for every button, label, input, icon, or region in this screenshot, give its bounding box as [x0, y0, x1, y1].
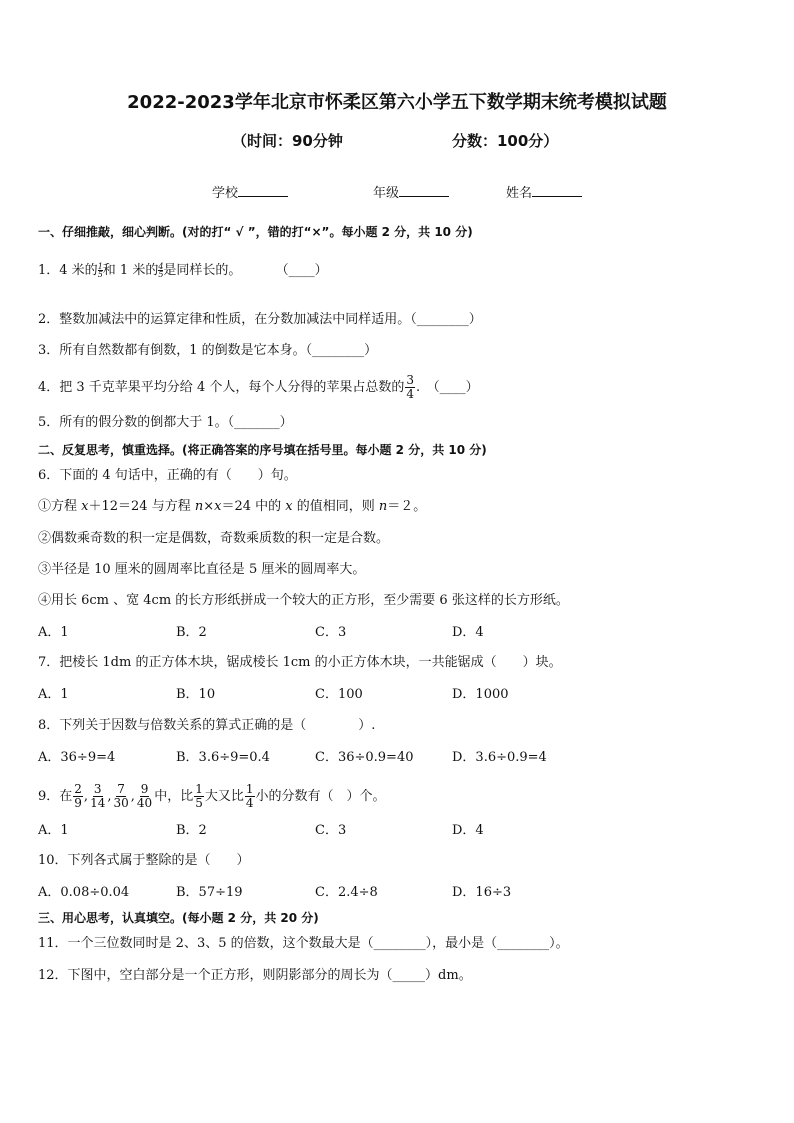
question-2: 2．整数加减法中的运算定律和性质，在分数加减法中同样适用。（________）	[38, 312, 482, 327]
question-1: 1．4 米的 $\frac{1}{5}$ 和 1 米的 $\frac{4}{5}$ 是同样长的。 （____）	[38, 262, 328, 279]
question-9: 9．在 $\frac{2}{9}$ , $\frac{3}{14}$ , $\frac{7}{30}$ , $\frac{9}{40}$ 中，比 $\frac{1}{5}$ 大又比 $\frac{1}{4}$ 小的分数有（ ）个。	[38, 782, 386, 810]
name-label: 姓名	[506, 186, 533, 201]
fraction-9-40: $\frac{9}{40}$	[136, 782, 153, 810]
q9-option-d[interactable]: D．4	[452, 823, 484, 838]
question-3: 3．所有自然数都有倒数，1 的倒数是它本身。（________）	[38, 343, 378, 358]
section-2-heading: 二、反复思考，慎重选择。(将正确答案的序号填在括号里。每小题 2 分，共 10 分)	[38, 443, 487, 457]
question-8: 8．下列关于因数与倍数关系的算式正确的是（ ）.	[38, 718, 376, 733]
q8-option-c[interactable]: C．36÷0.9=40	[315, 750, 414, 765]
fraction-1-4: $\frac{1}{4}$	[245, 782, 254, 810]
question-10: 10．下列各式属于整除的是（ ）	[38, 853, 250, 868]
school-field[interactable]	[212, 182, 288, 201]
question-4: 4．把 3 千克苹果平均分给 4 个人，每个人分得的苹果占总数的 $\frac{3}{4}$ . （____）	[38, 373, 479, 401]
question-6-statement-4: ④用长 6cm 、宽 4cm 的长方形纸拼成一个较大的正方形，至少需要 6 张这样的长方形纸。	[38, 593, 569, 608]
q10-option-b[interactable]: B．57÷19	[176, 885, 243, 900]
q7-option-a[interactable]: A．1	[38, 687, 69, 702]
q6-option-a[interactable]: A．1	[38, 625, 69, 640]
q7-option-b[interactable]: B．10	[176, 687, 216, 702]
section-1-heading: 一、仔细推敲，细心判断。(对的打“ √ ”，错的打“×”。每小题 2 分，共 10 分)	[38, 225, 473, 239]
q9-option-c[interactable]: C．3	[315, 823, 347, 838]
exam-title: 2022-2023学年北京市怀柔区第六小学五下数学期末统考模拟试题	[127, 92, 667, 113]
question-5: 5．所有的假分数的倒都大于 1。（_______）	[38, 415, 293, 430]
q10-option-d[interactable]: D．16÷3	[452, 885, 512, 900]
grade-label: 年级	[373, 186, 400, 201]
question-7: 7．把棱长 1dm 的正方体木块，锯成棱长 1cm 的小正方体木块，一共能锯成（ ）块。	[38, 655, 562, 670]
q8-option-b[interactable]: B．3.6÷9=0.4	[176, 750, 270, 765]
q6-option-d[interactable]: D．4	[452, 625, 484, 640]
question-6-statement-1: ①方程 x＋12＝24 与方程 n×x＝24 中的 x 的值相同，则 n＝２。	[38, 499, 427, 514]
grade-field[interactable]	[373, 182, 449, 201]
name-field[interactable]	[506, 182, 582, 201]
fraction-3-14: $\frac{3}{14}$	[90, 782, 106, 810]
question-12: 12．下图中，空白部分是一个正方形，则阴影部分的周长为（_____）dm。	[38, 968, 472, 983]
fraction-3-4: $\frac{3}{4}$	[406, 373, 414, 401]
question-6: 6．下面的 4 句话中，正确的有（ ）句。	[38, 468, 297, 483]
fraction-2-9: $\frac{2}{9}$	[74, 782, 82, 810]
q7-option-c[interactable]: C．100	[315, 687, 363, 702]
answer-blank[interactable]: （____）	[275, 263, 328, 278]
exam-time: （时间：90分钟	[232, 132, 343, 150]
q8-option-a[interactable]: A．36÷9=4	[38, 750, 116, 765]
fraction-4-5: $\frac{4}{5}$	[158, 262, 164, 279]
q6-option-c[interactable]: C．3	[315, 625, 347, 640]
q9-option-a[interactable]: A．1	[38, 823, 69, 838]
fraction-1-5: $\frac{1}{5}$	[97, 262, 103, 279]
q6-option-b[interactable]: B．2	[176, 625, 207, 640]
question-6-statement-2: ②偶数乘奇数的积一定是偶数，奇数乘质数的积一定是合数。	[38, 531, 390, 546]
section-3-heading: 三、用心思考，认真填空。(每小题 2 分，共 20 分)	[38, 911, 319, 925]
q10-option-c[interactable]: C．2.4÷8	[315, 885, 378, 900]
fraction-1-5: $\frac{1}{5}$	[195, 782, 203, 810]
question-11: 11．一个三位数同时是 2、3、5 的倍数，这个数最大是（________），最小是（________）。	[38, 936, 569, 951]
school-label: 学校	[212, 186, 239, 201]
fraction-7-30: $\frac{7}{30}$	[113, 782, 129, 810]
q10-option-a[interactable]: A．0.08÷0.04	[38, 885, 130, 900]
exam-score: 分数：100分）	[452, 132, 559, 150]
q9-option-b[interactable]: B．2	[176, 823, 207, 838]
q7-option-d[interactable]: D．1000	[452, 687, 509, 702]
q8-option-d[interactable]: D．3.6÷0.9=4	[452, 750, 547, 765]
question-6-statement-3: ③半径是 10 厘米的圆周率比直径是 5 厘米的圆周率大。	[38, 562, 366, 577]
